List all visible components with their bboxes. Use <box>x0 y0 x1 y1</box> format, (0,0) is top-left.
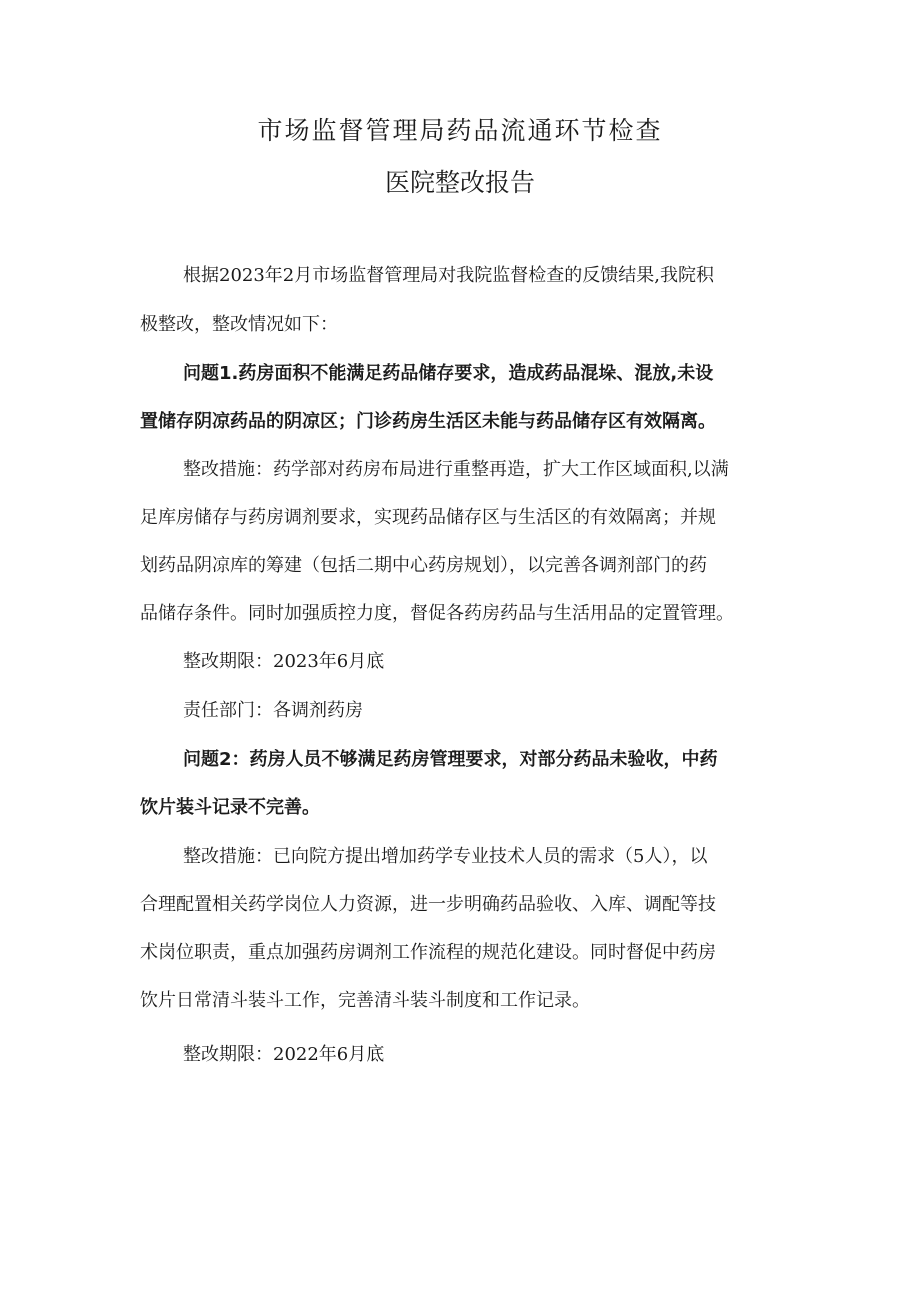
issue1-measures-line2: 足库房储存与药房调剂要求，实现药品储存区与生活区的有效隔离；并规 <box>140 507 716 528</box>
issue2-deadline: 整改期限：2022年6月底 <box>183 1044 385 1065</box>
issue2-measures-line3: 术岗位职责，重点加强药房调剂工作流程的规范化建设。同时督促中药房 <box>140 942 716 963</box>
issue1-measures-line1: 整改措施：药学部对药房布局进行重整再造，扩大工作区域面积,以满 <box>183 459 729 480</box>
issue1-deadline: 整改期限：2023年6月底 <box>183 651 385 672</box>
issue1-heading-line2: 置储存阴凉药品的阴凉区；门诊药房生活区未能与药品储存区有效隔离。 <box>140 411 716 432</box>
issue2-measures-line2: 合理配置相关药学岗位人力资源，进一步明确药品验收、入库、调配等技 <box>140 894 716 915</box>
issue2-heading-line1: 问题2：药房人员不够满足药房管理要求，对部分药品未验收，中药 <box>183 749 718 770</box>
issue1-heading-line1: 问题1.药房面积不能满足药品储存要求，造成药品混垛、混放,未设 <box>183 363 714 384</box>
document-title-line1: 市场监督管理局药品流通环节检查 <box>257 116 663 145</box>
issue2-measures-line4: 饮片日常清斗装斗工作，完善清斗装斗制度和工作记录。 <box>140 990 590 1011</box>
document-title-line2: 医院整改报告 <box>384 168 535 197</box>
issue1-department: 责任部门：各调剂药房 <box>183 700 363 721</box>
issue1-measures-line3: 划药品阴凉库的筹建（包括二期中心药房规划），以完善各调剂部门的药 <box>140 555 707 576</box>
intro-paragraph-line1: 根据2023年2月市场监督管理局对我院监督检查的反馈结果,我院积 <box>183 265 714 286</box>
intro-paragraph-line2: 极整改，整改情况如下： <box>140 314 338 335</box>
issue1-measures-line4: 品储存条件。同时加强质控力度，督促各药房药品与生活用品的定置管理。 <box>140 603 734 624</box>
issue2-heading-line2: 饮片装斗记录不完善。 <box>140 797 320 818</box>
issue2-measures-line1: 整改措施：已向院方提出增加药学专业技术人员的需求（5人），以 <box>183 846 708 867</box>
